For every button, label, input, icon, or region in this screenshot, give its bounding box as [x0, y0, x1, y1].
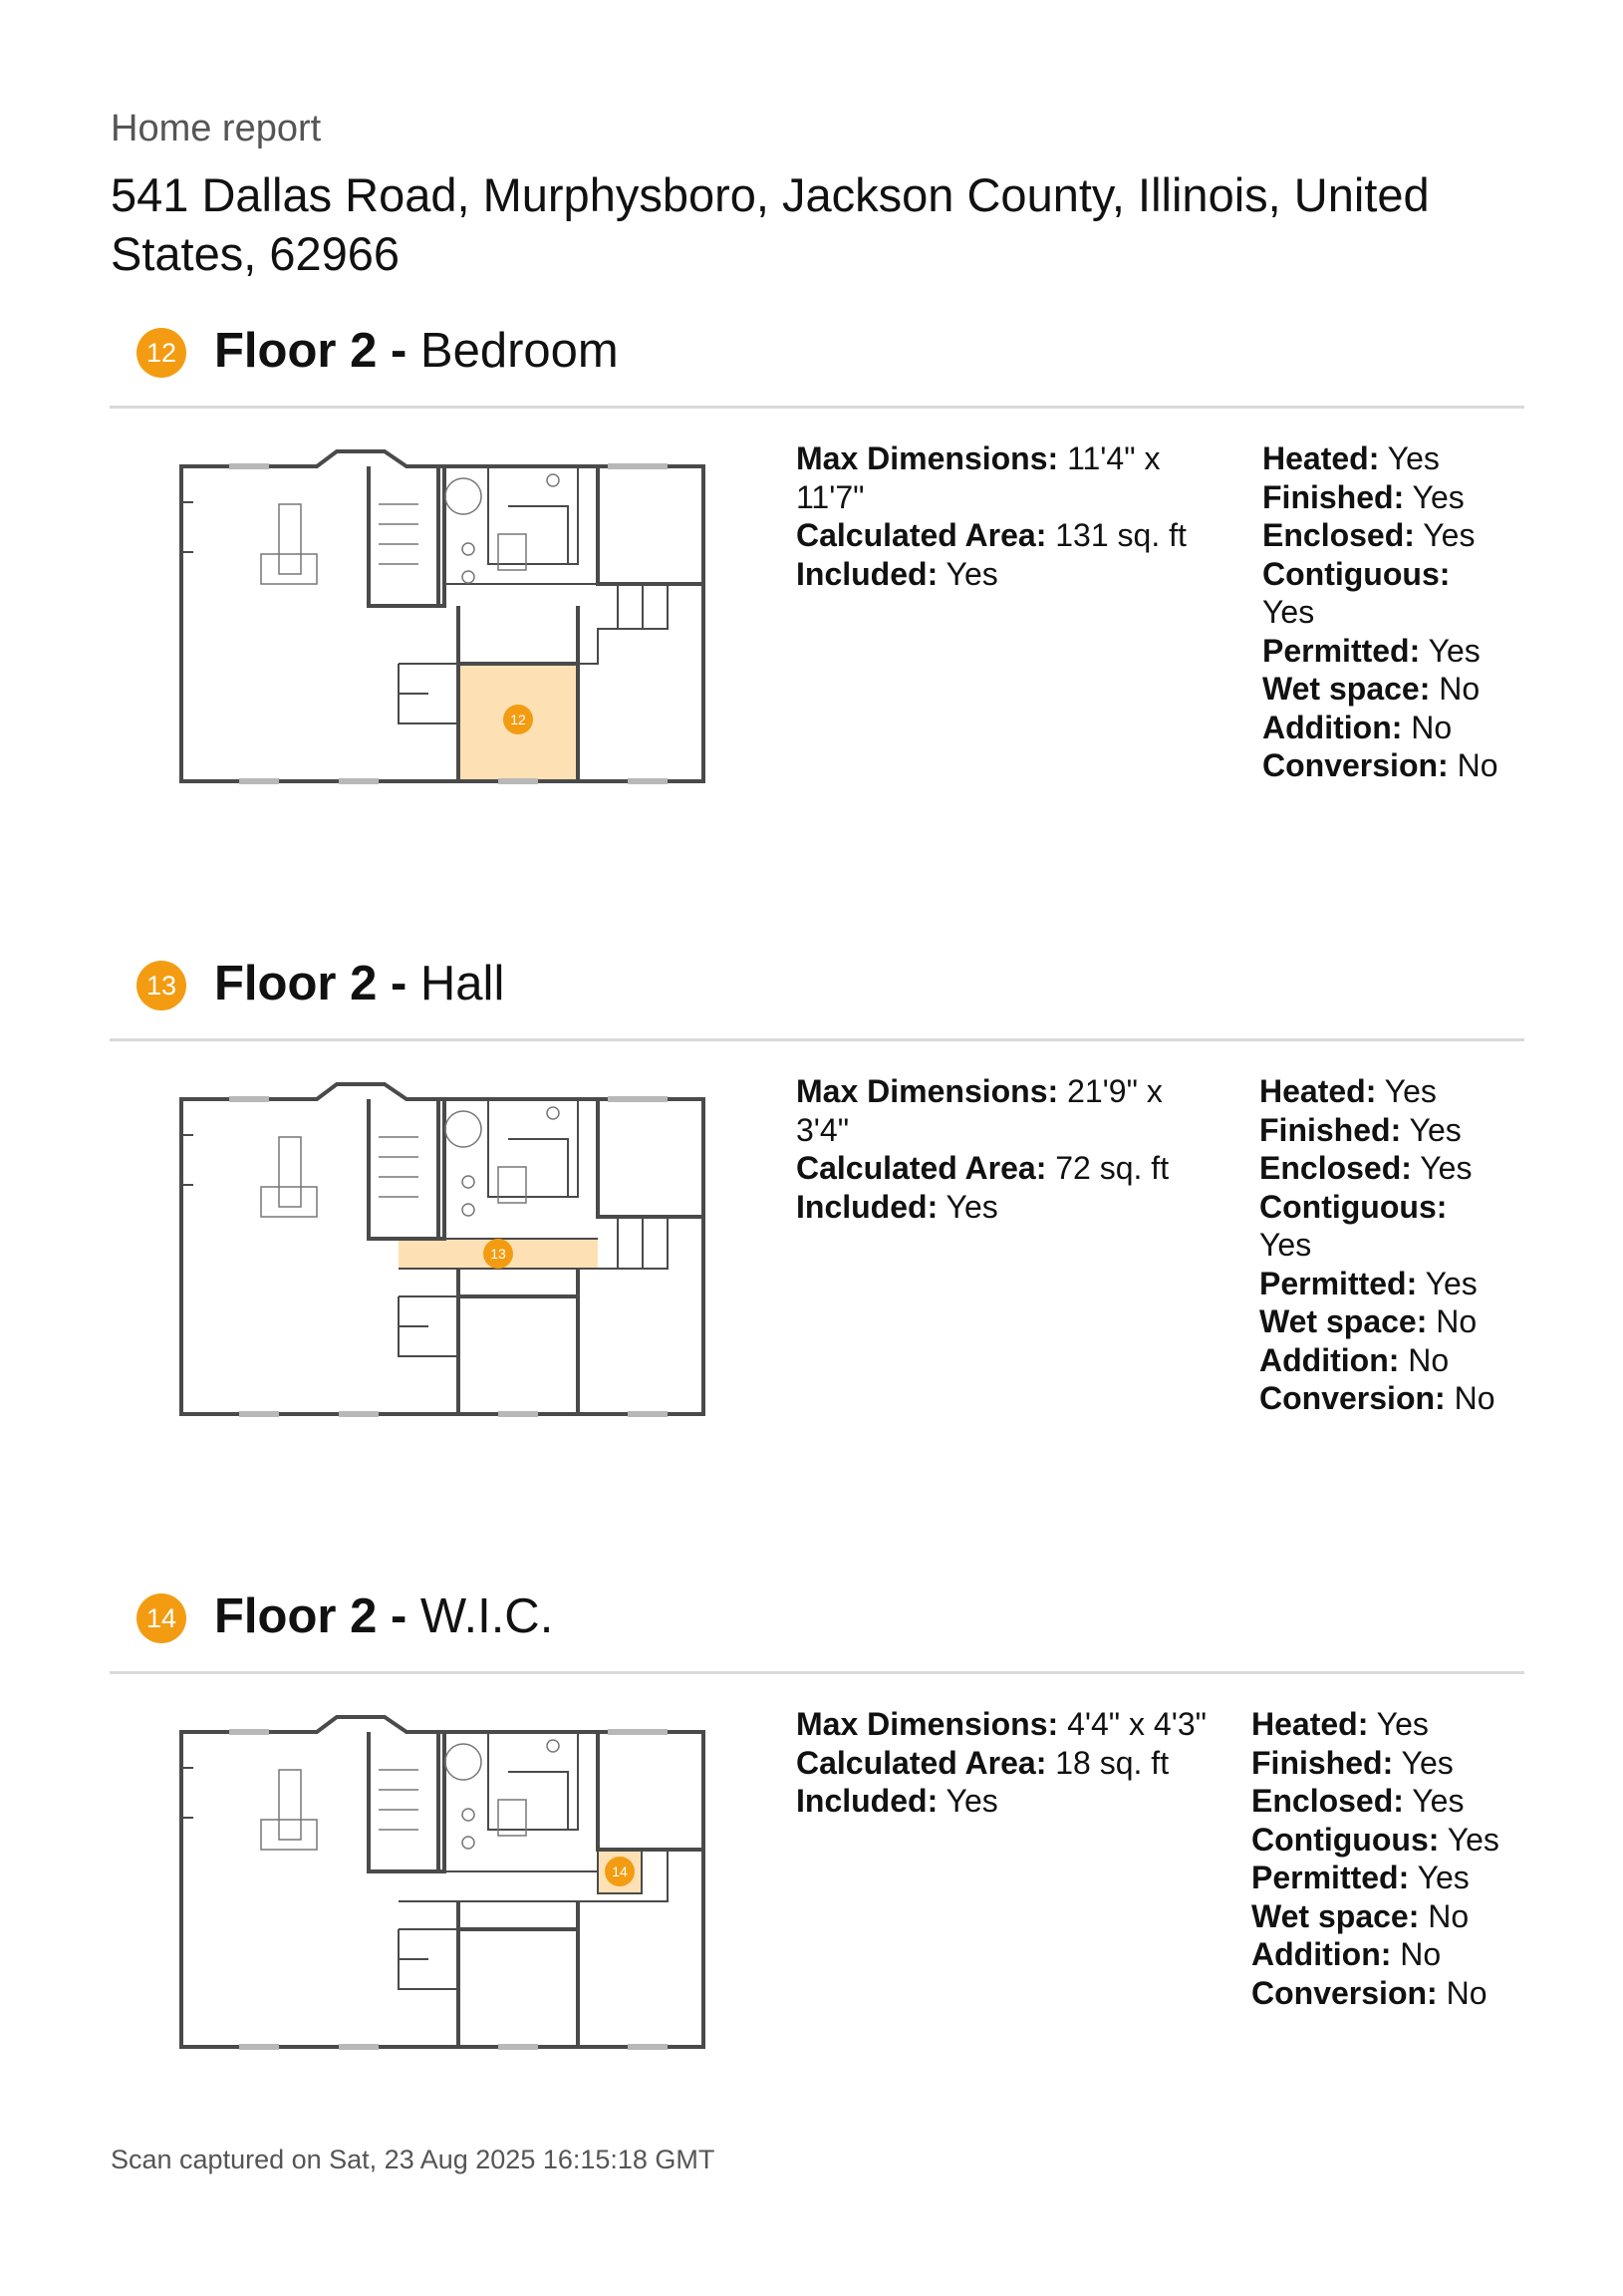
section-title	[214, 1585, 553, 1647]
plan-room-marker	[503, 705, 533, 734]
floor-plan-image	[169, 1690, 707, 2099]
plan-walls	[181, 451, 703, 781]
section-divider	[110, 1038, 1524, 1041]
conversion: Conversion: No	[1259, 1380, 1495, 1416]
attributes-column	[1251, 1705, 1570, 2012]
plan-windows	[229, 466, 668, 781]
section-divider	[110, 406, 1524, 409]
conversion: Conversion: No	[1262, 747, 1498, 783]
floor-plan-svg	[169, 425, 707, 833]
contiguous: Contiguous: Yes	[1259, 1188, 1448, 1263]
included: Included: Yes	[796, 1783, 998, 1819]
floor-label: Floor 2	[214, 957, 378, 1010]
scan-timestamp: Scan captured on Sat, 23 Aug 2025 16:15:18 GMT	[111, 2145, 715, 2174]
enclosed: Enclosed: Yes	[1262, 517, 1476, 553]
plan-fixtures	[261, 474, 559, 584]
room-number-badge: 12	[136, 328, 186, 378]
floor-label: Floor 2	[214, 324, 378, 378]
max-dimensions: Max Dimensions: 21'9" x 3'4"	[796, 1073, 1163, 1148]
max-dimensions: Max Dimensions: 4'4" x 4'3"	[796, 1706, 1207, 1742]
conversion: Conversion: No	[1251, 1974, 1488, 2011]
heated: Heated: Yes	[1251, 1706, 1429, 1742]
included: Included: Yes	[796, 1188, 998, 1225]
calculated-area: Calculated Area: 18 sq. ft	[796, 1744, 1170, 1781]
title-separator: -	[390, 1589, 407, 1643]
dimensions-column	[796, 1072, 1215, 1226]
calculated-area: Calculated Area: 72 sq. ft	[796, 1150, 1170, 1186]
wet-space: Wet space: No	[1259, 1303, 1478, 1339]
addition: Addition: No	[1251, 1936, 1442, 1972]
section-divider	[110, 1671, 1524, 1674]
plan-marker-label: 14	[612, 1864, 628, 1879]
finished: Finished: Yes	[1259, 1111, 1462, 1148]
heated: Heated: Yes	[1262, 440, 1440, 476]
room-name: Bedroom	[419, 324, 619, 378]
room-section-14	[0, 1585, 1623, 2203]
contiguous: Contiguous: Yes	[1251, 1821, 1499, 1858]
floor-plan-svg	[169, 1690, 707, 2099]
plan-fixtures	[261, 1107, 559, 1217]
section-title	[214, 953, 504, 1014]
floor-plan-image	[169, 425, 707, 833]
plan-room-marker	[605, 1857, 635, 1886]
addition: Addition: No	[1259, 1341, 1450, 1378]
plan-fixtures	[261, 1740, 559, 1850]
wet-space: Wet space: No	[1251, 1897, 1470, 1934]
dimensions-column	[796, 1705, 1254, 1821]
section-title	[214, 320, 619, 382]
floor-plan-image	[169, 1057, 707, 1466]
attributes-column	[1259, 1072, 1498, 1418]
plan-marker-label: 12	[510, 712, 526, 727]
floor-plan-svg	[169, 1057, 707, 1466]
title-separator: -	[390, 957, 407, 1010]
dimensions-column	[796, 439, 1215, 593]
addition: Addition: No	[1262, 709, 1453, 745]
enclosed: Enclosed: Yes	[1251, 1783, 1465, 1819]
contiguous: Contiguous: Yes	[1262, 555, 1451, 630]
permitted: Permitted: Yes	[1262, 632, 1481, 669]
plan-marker-label: 13	[490, 1246, 506, 1262]
floor-label: Floor 2	[214, 1589, 378, 1643]
calculated-area: Calculated Area: 131 sq. ft	[796, 517, 1187, 553]
wet-space: Wet space: No	[1262, 671, 1481, 707]
room-name: W.I.C.	[419, 1589, 554, 1643]
room-name: Hall	[419, 957, 505, 1010]
max-dimensions: Max Dimensions: 11'4" x 11'7"	[796, 440, 1161, 515]
attributes-column	[1262, 439, 1501, 785]
finished: Finished: Yes	[1262, 478, 1465, 515]
page-title: 541 Dallas Road, Murphysboro, Jackson County, Illinois, United States, 62966	[111, 168, 1430, 280]
finished: Finished: Yes	[1251, 1744, 1454, 1781]
room-section-12	[0, 320, 1623, 938]
permitted: Permitted: Yes	[1251, 1860, 1470, 1895]
room-section-13	[0, 953, 1623, 1571]
permitted: Permitted: Yes	[1259, 1265, 1478, 1301]
title-separator: -	[390, 324, 407, 378]
enclosed: Enclosed: Yes	[1259, 1150, 1473, 1186]
plan-room-marker	[483, 1239, 513, 1269]
page-label: Home report	[111, 108, 322, 149]
included: Included: Yes	[796, 555, 998, 592]
room-number-badge: 14	[136, 1593, 186, 1643]
heated: Heated: Yes	[1259, 1073, 1437, 1109]
room-number-badge: 13	[136, 961, 186, 1010]
